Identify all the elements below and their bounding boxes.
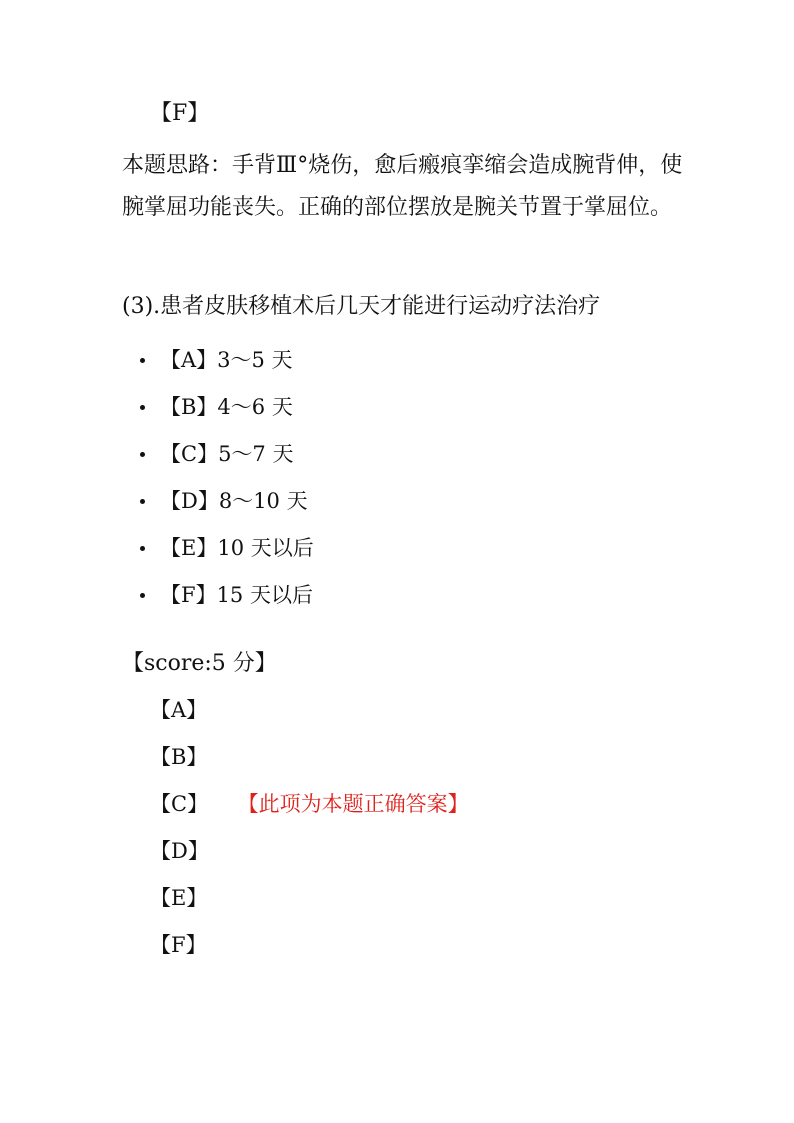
- answer-item: [150, 695, 469, 742]
- option-label: 【E】10 天以后: [160, 536, 314, 560]
- option-item: [140, 580, 314, 627]
- correct-answer-tag: 【此项为本题正确答案】: [248, 792, 469, 816]
- option-item: [140, 392, 314, 439]
- answer-item: [150, 742, 469, 789]
- bullet-icon: [140, 593, 145, 598]
- answer-list: [150, 695, 469, 977]
- answer-item: [150, 836, 469, 883]
- answer-letter: 【E】: [150, 886, 208, 910]
- answer-letter: 【D】: [150, 839, 209, 863]
- bullet-icon: [140, 499, 145, 504]
- score-label: 【score:5 分】: [122, 651, 277, 676]
- answer-item: [150, 789, 469, 836]
- option-label: 【F】15 天以后: [160, 583, 313, 607]
- answer-letter: 【F】: [150, 933, 207, 957]
- option-item: [140, 486, 314, 533]
- bullet-icon: [140, 358, 145, 363]
- option-item: [140, 533, 314, 580]
- answer-letter: 【B】: [150, 745, 208, 769]
- answer-item: [150, 930, 469, 977]
- option-label: 【D】8～10 天: [160, 489, 308, 513]
- option-label: 【C】5～7 天: [160, 442, 294, 466]
- answer-letter: 【C】: [150, 792, 209, 816]
- answer-item: [150, 883, 469, 930]
- answer-letter: 【A】: [150, 698, 208, 722]
- bullet-icon: [140, 452, 145, 457]
- previous-answer-letter: 【F】: [150, 101, 210, 126]
- bullet-icon: [140, 405, 145, 410]
- explanation-paragraph: 本题思路：手背Ⅲ°烧伤，愈后瘢痕挛缩会造成腕背伸，使腕掌屈功能丧失。正确的部位摆放是腕关节置于掌屈位。: [122, 153, 683, 220]
- option-item: [140, 345, 314, 392]
- option-label: 【B】4～6 天: [160, 395, 293, 419]
- option-label: 【A】3～5 天: [160, 348, 293, 372]
- option-item: [140, 439, 314, 486]
- option-list: [140, 345, 314, 627]
- bullet-icon: [140, 546, 145, 551]
- question-text: (3).患者皮肤移植术后几天才能进行运动疗法治疗: [122, 294, 601, 319]
